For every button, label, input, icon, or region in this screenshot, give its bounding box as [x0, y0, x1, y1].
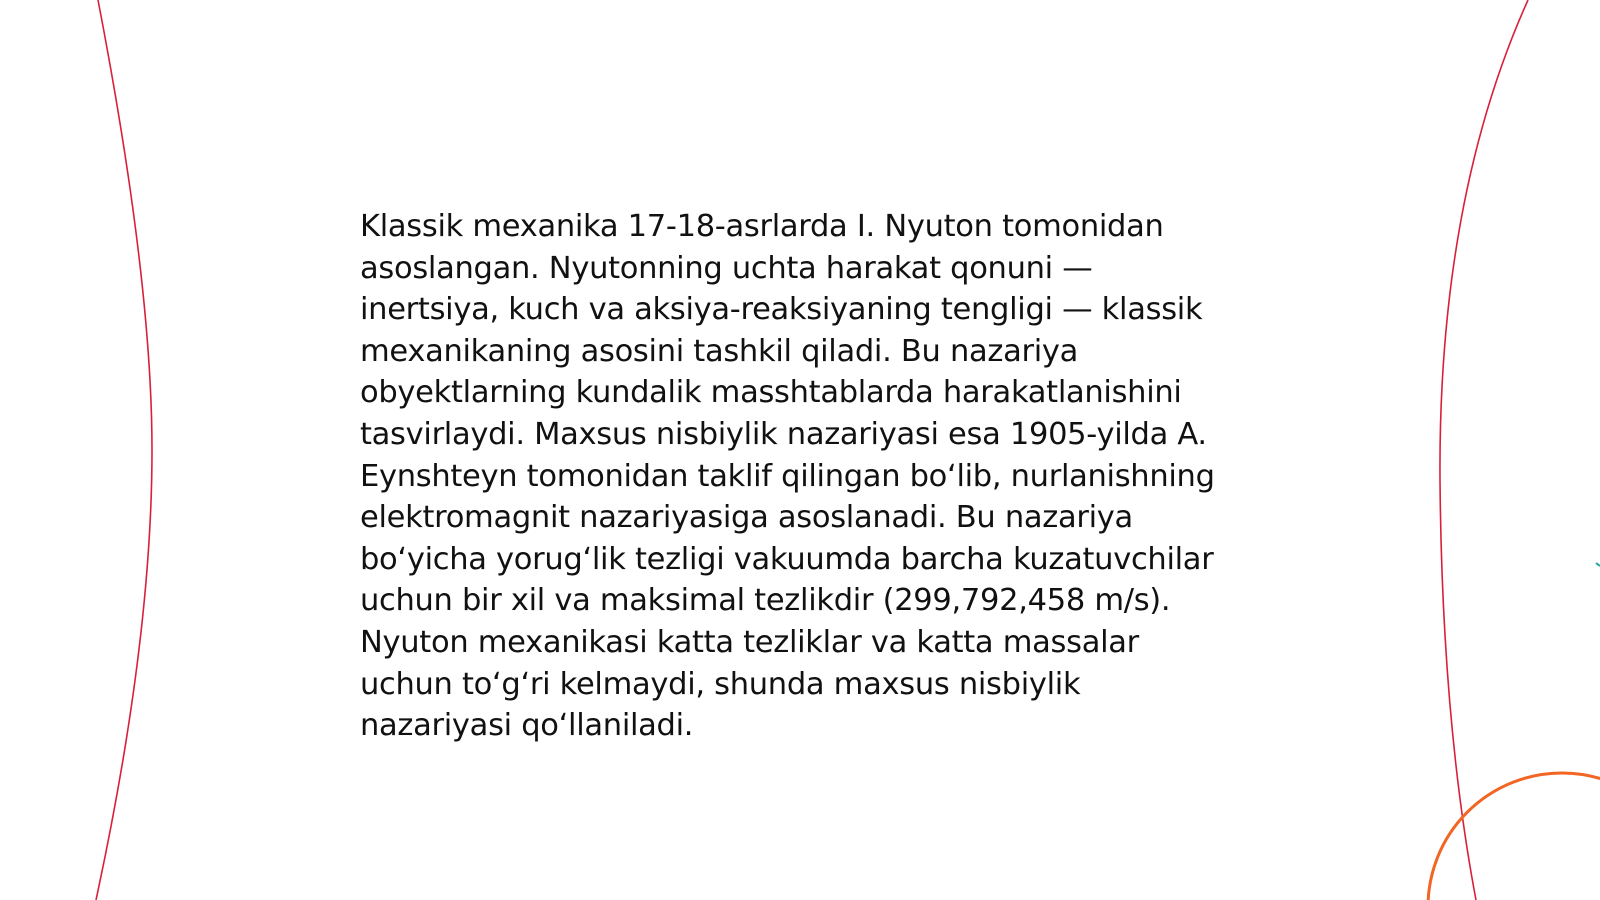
right-curve [1440, 0, 1528, 900]
slide-body-text: Klassik mexanika 17-18-asrlarda I. Nyuton tomonidan asoslangan. Nyutonning uchta harakat qonuni — inertsiya, kuch va aksiya-reaksiyaning tengligi — klassik mexanikaning asosini tashkil qiladi. Bu nazariya obyektlarning kundalik masshtablarda harakatlanishini tasvirlaydi. Maxsus nisbiylik nazariyasi esa 1905-yilda A. Eynshteyn tomonidan taklif qilingan boʻlib, nurlanishning elektromagnit nazariyasiga asoslanadi. Bu nazariya boʻyicha yorugʻlik tezligi vakuumda barcha kuzatuvchilar uchun bir xil va maksimal tezlikdir (299,792,458 m/s). Nyuton mexanikasi katta tezliklar va katta massalar uchun toʻgʻri kelmaydi, shunda maxsus nisbiylik nazariyasi qoʻllaniladi. [360, 209, 1215, 744]
orange-circle [1428, 773, 1600, 900]
teal-mark [1596, 563, 1600, 566]
left-curve [96, 0, 152, 900]
